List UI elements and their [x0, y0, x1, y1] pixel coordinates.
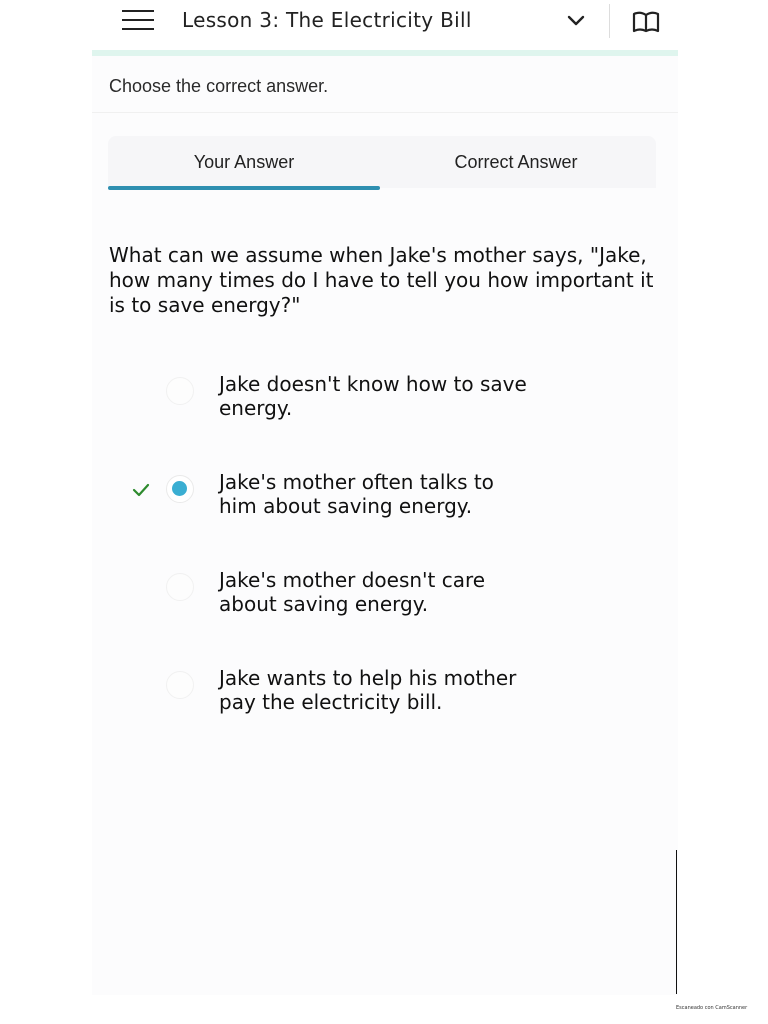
scanner-watermark: Escaneado con CamScanner [676, 1005, 748, 1011]
answer-option[interactable] [92, 666, 678, 726]
answer-tabs [108, 136, 656, 188]
option-line: Jake's mother doesn't care [219, 568, 486, 592]
checkmark-icon [132, 483, 150, 497]
answer-option[interactable] [92, 372, 678, 432]
option-line: him about saving energy. [219, 494, 473, 518]
option-line: Jake wants to help his mother [219, 666, 517, 690]
tab-label: Your Answer [193, 151, 295, 172]
answer-option[interactable] [92, 568, 678, 628]
radio-button[interactable] [166, 671, 194, 699]
header-divider [609, 4, 610, 38]
option-line: energy. [219, 396, 293, 420]
instruction-text: Choose the correct answer. [109, 76, 329, 96]
option-line: Jake doesn't know how to save [219, 372, 527, 396]
option-line: pay the electricity bill. [219, 690, 443, 714]
answer-option-selected[interactable] [92, 470, 678, 530]
tab-label: Correct Answer [454, 151, 578, 172]
option-text [219, 470, 599, 518]
option-text [219, 666, 599, 714]
chevron-down-icon[interactable] [566, 14, 586, 28]
hamburger-menu-icon[interactable] [122, 10, 156, 34]
lesson-title: Lesson 3: The Electricity Bill [182, 8, 472, 32]
divider [92, 112, 678, 113]
scan-edge-line [676, 850, 677, 994]
book-icon[interactable] [632, 11, 660, 33]
app-screen [92, 0, 678, 995]
option-text [219, 372, 599, 420]
top-bar [92, 0, 678, 56]
radio-button-selected[interactable] [166, 475, 194, 503]
option-text [219, 568, 599, 616]
option-line: Jake's mother often talks to [219, 470, 494, 494]
radio-button[interactable] [166, 573, 194, 601]
question-text: What can we assume when Jake's mother says, "Jake, how many times do I have to tell you how important it is to save energy?" [109, 243, 654, 317]
tab-correct-answer[interactable] [380, 136, 652, 188]
option-line: about saving energy. [219, 592, 429, 616]
active-tab-indicator [108, 186, 380, 190]
radio-button[interactable] [166, 377, 194, 405]
tab-your-answer[interactable] [108, 136, 380, 188]
